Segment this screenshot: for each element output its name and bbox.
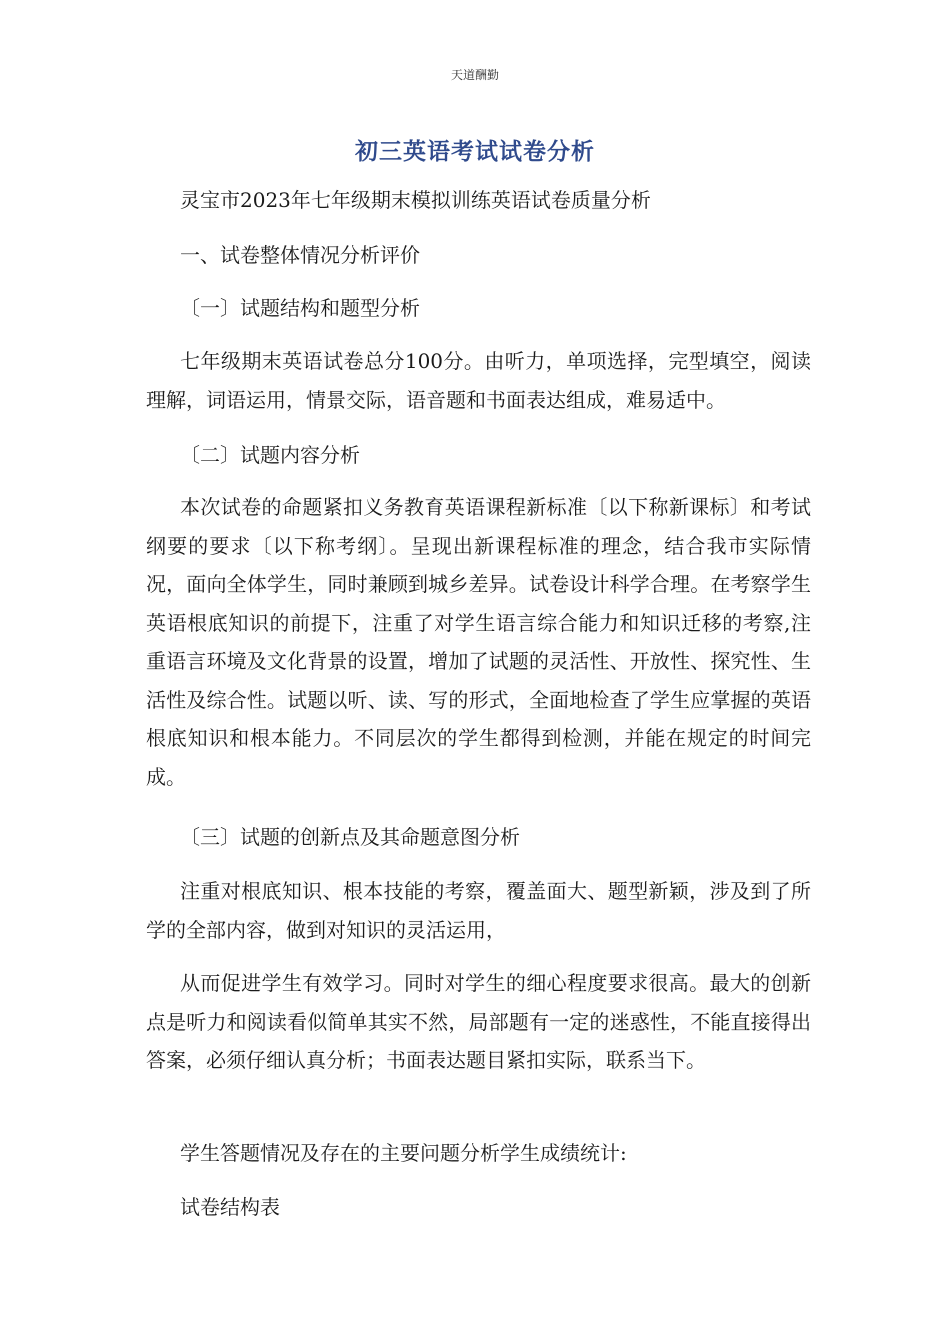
table-heading: 试卷结构表 — [180, 1195, 280, 1219]
subsection-2-paragraph: 本次试卷的命题紧扣义务教育英语课程新标准〔以下称新课标〕和考试纲要的要求〔以下称考纲〕。呈现出新课程标准的理念，结合我市实际情况，面向全体学生，同时兼顾到城乡差异。试卷设计科学合理。在考察学生英语根底知识的前提下，注重了对学生语言综合能力和知识迁移的考察,注重语言环境及文化背景的设置，增加了试题的灵活性、开放性、探究性、生活性及综合性。试题以听、读、写的形式，全面地检查了学生应掌握的英语根底知识和根本能力。不同层次的学生都得到检测，并能在规定的时间完成。 — [146, 495, 811, 789]
stats-heading: 学生答题情况及存在的主要问题分析学生成绩统计: — [180, 1141, 627, 1165]
document-subtitle: 灵宝市2023年七年级期末模拟训练英语试卷质量分析 — [180, 188, 651, 212]
section-1-heading: 一、试卷整体情况分析评价 — [180, 243, 420, 267]
subsection-1-paragraph: 七年级期末英语试卷总分100分。由听力，单项选择，完型填空，阅读理解，词语运用，情景交际，语音题和书面表达组成，难易适中。 — [146, 349, 811, 412]
subsection-3-paragraph-1: 注重对根底知识、根本技能的考察，覆盖面大、题型新颖，涉及到了所学的全部内容，做到对知识的灵活运用， — [146, 879, 811, 942]
subsection-3-paragraph-2: 从而促进学生有效学习。同时对学生的细心程度要求很高。最大的创新点是听力和阅读看似简单其实不然，局部题有一定的迷惑性，不能直接得出答案，必须仔细认真分析；书面表达题目紧扣实际，联系当下。 — [146, 971, 811, 1072]
page-header: 天道酬勤 — [450, 68, 499, 82]
subsection-1-heading: 〔一〕试题结构和题型分析 — [180, 296, 420, 320]
document-title: 初三英语考试试卷分析 — [355, 139, 595, 165]
subsection-2-heading: 〔二〕试题内容分析 — [180, 443, 360, 467]
subsection-3-heading: 〔三〕试题的创新点及其命题意图分析 — [180, 825, 520, 849]
